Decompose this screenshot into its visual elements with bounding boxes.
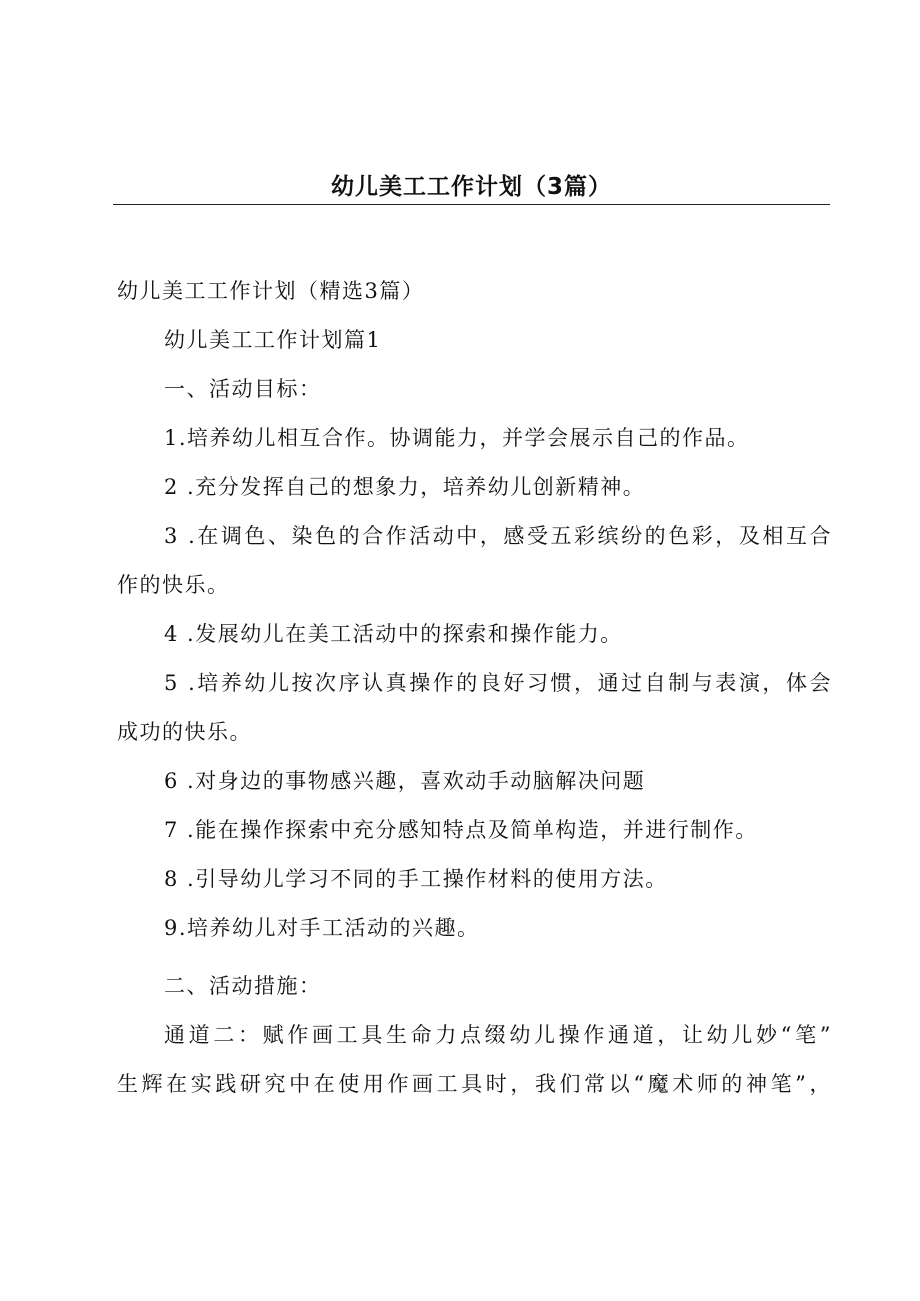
- goal-item: 5 .培养幼儿按次序认真操作的良好习惯，通过自制与表演，体会: [164, 671, 832, 695]
- section-heading: 幼儿美工工作计划篇1: [164, 328, 382, 352]
- goal-item: 8 .引导幼儿学习不同的手工操作材料的使用方法。: [164, 867, 668, 891]
- goal-item: 4 .发展幼儿在美工活动中的探索和操作能力。: [164, 622, 623, 646]
- document-subtitle: 幼儿美工工作计划（精选3篇）: [117, 279, 425, 303]
- goal-item: 9.培养幼儿对手工活动的兴趣。: [164, 916, 480, 940]
- goal-item: 3 .在调色、染色的合作活动中，感受五彩缤纷的色彩，及相互合: [164, 524, 832, 548]
- goal-item: 1.培养幼儿相互合作。协调能力，并学会展示自己的作品。: [164, 426, 750, 450]
- goal-item-continuation: 成功的快乐。: [117, 720, 252, 744]
- goal-item: 7 .能在操作探索中充分感知特点及简单构造，并进行制作。: [164, 818, 758, 842]
- measures-paragraph-line: 通道二：赋作画工具生命力点缀幼儿操作通道，让幼儿妙“笔”: [164, 1023, 832, 1047]
- goals-heading: 一、活动目标：: [164, 377, 322, 401]
- measures-paragraph-line: 生辉在实践研究中在使用作画工具时，我们常以“魔术师的神笔”，: [117, 1072, 832, 1096]
- goal-item: 2 .充分发挥自己的想象力，培养幼儿创新精神。: [164, 475, 646, 499]
- goal-item-continuation: 作的快乐。: [117, 573, 230, 597]
- document-title: 幼儿美工工作计划（3篇）: [330, 174, 612, 200]
- title-divider: [113, 204, 830, 205]
- goal-item: 6 .对身边的事物感兴趣，喜欢动手动脑解决问题: [164, 769, 646, 793]
- measures-heading: 二、活动措施：: [164, 974, 322, 998]
